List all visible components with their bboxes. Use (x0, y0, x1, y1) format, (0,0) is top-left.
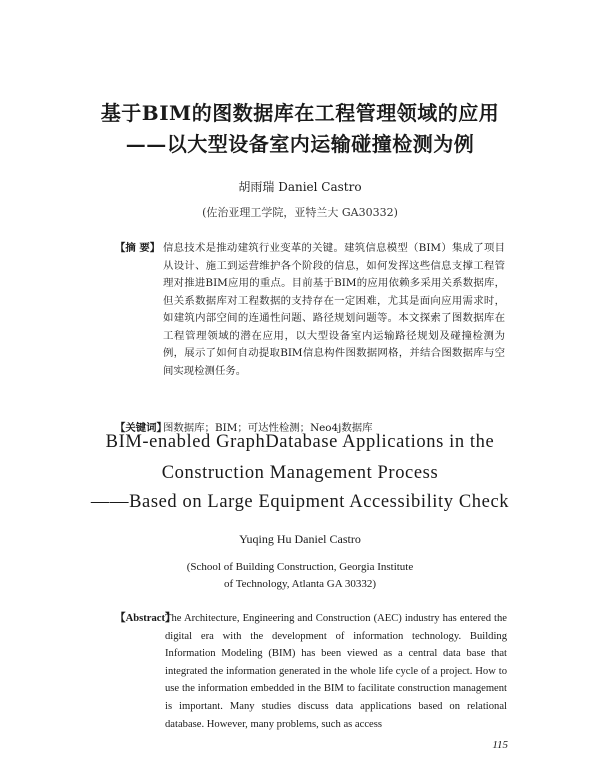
chinese-abstract (115, 240, 505, 380)
chinese-title-line-1: 基于BIM的图数据库在工程管理领域的应用 (100, 101, 500, 125)
english-affiliation-line-1: (School of Building Construction, Georgia Institute (186, 561, 414, 573)
english-authors: Yuqing Hu Daniel Castro (239, 532, 361, 546)
chinese-title-line-2: ——以大型设备室内运输碰撞检测为例 (125, 132, 475, 156)
chinese-authors: 胡雨瑞 Daniel Castro (238, 180, 362, 194)
english-abstract-label: 【Abstract】 (115, 613, 176, 624)
english-title-line-1: BIM-enabled GraphDatabase Applications in the (105, 432, 495, 452)
english-affiliation-line-2: of Technology, Atlanta GA 30332) (224, 578, 376, 590)
chinese-keywords-text: 图数据库；BIM；可达性检测；Neo4j数据库 (163, 422, 373, 434)
chinese-abstract-text: 信息技术是推动建筑行业变革的关键。建筑信息模型（BIM）集成了项目从设计、施工到运营维护各个阶段的信息，如何发挥这些信息支撑工程管理对推进BIM应用的重点。目前基于BIM的应用依赖多采用关系数据库，但关系数据库对工程数据的支持存在一定困难，尤其是面向应用需求时，如建筑内部空间的连通性问题、路径规划问题等。本文探索了图数据库在工程管理领域的潜在应用，以大型设备室内运输路径规划及碰撞检测为例，展示了如何自动提取BIM信息构件图数据网格，并结合图数据库与空间实现检测任务。 (163, 242, 505, 377)
english-abstract (115, 610, 507, 733)
english-title-line-2: Construction Management Process (161, 463, 439, 483)
chinese-keywords-label: 【关键词】 (115, 422, 167, 434)
chinese-abstract-label: 【摘 要】 (115, 242, 161, 254)
english-title-line-3: ——Based on Large Equipment Accessibility Check (90, 492, 510, 512)
page-number: 115 (492, 739, 508, 751)
chinese-affiliation: (佐治亚理工学院，亚特兰大 GA30332) (202, 206, 398, 219)
english-abstract-text: The Architecture, Engineering and Construction (AEC) industry has entered the digital era with the development of information technology. Building Information Modeling (BIM) has been viewed as a central data base that integrated the information generated in the whole life cycle of a project. How to use the information embedded in the BIM to facilitate construction management is important. Many studies discuss data applications based on relational database. However, many problems, such as access (165, 613, 507, 730)
